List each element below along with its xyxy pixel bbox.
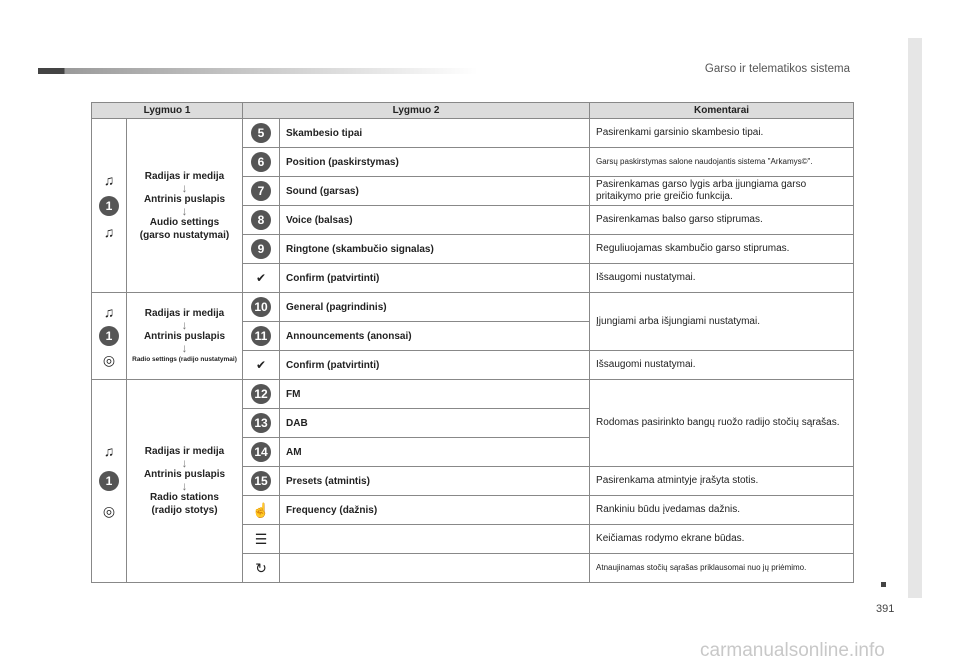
path-step-1: Radijas ir medija: [144, 446, 225, 457]
step-badge: 1: [99, 326, 119, 346]
step-badge: 12: [251, 384, 271, 404]
path-step-2: Antrinis puslapis: [143, 330, 226, 342]
down-arrow-icon: ↓: [181, 479, 188, 493]
setting-comment: Rodomas pasirinkto bangų ruožo radijo stočių sąrašas.: [590, 380, 854, 467]
path-step-3: Audio settings (garso nustatymai): [139, 216, 230, 241]
step-badge: 1: [99, 471, 119, 491]
down-arrow-icon: ↓: [181, 340, 188, 355]
table-row: [92, 119, 854, 148]
list-icon: ☰: [254, 531, 268, 547]
page-marker: [881, 582, 886, 587]
step-badge: 13: [251, 413, 271, 433]
path-step-1: Radijas ir medija: [144, 307, 225, 319]
step-badge: 14: [251, 442, 271, 462]
hand-icon: ☝: [252, 502, 270, 518]
step-badge: 6: [251, 152, 271, 172]
down-arrow-icon: ↓: [181, 180, 188, 195]
path-step-1: Radijas ir medija: [144, 170, 225, 182]
checkmark-icon: ✔: [255, 358, 267, 372]
setting-name: Skambesio tipai: [280, 119, 590, 148]
setting-name: [280, 554, 590, 583]
music-note-icon: ♫: [103, 304, 115, 320]
music-settings-icon: ♫: [103, 223, 115, 240]
step-badge: 10: [251, 297, 271, 317]
step-badge: 1: [99, 196, 119, 216]
setting-comment: Pasirenkamas garso lygis arba įjungiama garso pritaikymo prie greičio funkcija.: [590, 177, 854, 206]
setting-name: Confirm (patvirtinti): [280, 351, 590, 380]
level1-path: [127, 380, 243, 583]
setting-comment: Rankiniu būdu įvedamas dažnis.: [590, 496, 854, 525]
setting-name: Position (paskirstymas): [280, 148, 590, 177]
setting-name: Voice (balsas): [280, 206, 590, 235]
path-step-2: Antrinis puslapis: [143, 469, 226, 480]
step-badge: 7: [251, 181, 271, 201]
path-step-3: Radio stations (radijo stotys): [150, 492, 219, 516]
step-badge: 11: [251, 326, 271, 346]
path-step-2: Antrinis puslapis: [143, 193, 226, 205]
setting-name: Announcements (anonsai): [280, 322, 590, 351]
col-header-level2: Lygmuo 2: [243, 103, 590, 119]
page-number: 391: [876, 603, 895, 615]
level1-icons: [92, 119, 127, 293]
setting-name: Presets (atmintis): [280, 467, 590, 496]
setting-comment: Įjungiami arba išjungiami nustatymai.: [590, 293, 854, 351]
table-header-row: [92, 103, 854, 119]
setting-comment: Išsaugomi nustatymai.: [590, 264, 854, 293]
page-header-title: Garso ir telematikos sistema: [704, 63, 850, 75]
music-note-icon: ♫: [103, 171, 115, 188]
level1-icons: [92, 380, 127, 583]
radio-signal-icon: ◎: [102, 503, 116, 519]
setting-name: General (pagrindinis): [280, 293, 590, 322]
level1-icons: [92, 293, 127, 380]
setting-comment: Keičiamas rodymo ekrane būdas.: [590, 525, 854, 554]
path-step-3: Radio settings (radijo nustatymai): [132, 355, 237, 363]
radio-signal-icon: ◎: [102, 352, 116, 368]
header-bar: [38, 68, 478, 74]
setting-comment: Reguliuojamas skambučio garso stiprumas.: [590, 235, 854, 264]
setting-name: AM: [280, 438, 590, 467]
setting-name: Sound (garsas): [280, 177, 590, 206]
watermark: carmanualsonline.info: [700, 640, 885, 661]
step-badge: 8: [251, 210, 271, 230]
checkmark-icon: ✔: [255, 271, 267, 285]
setting-comment: Atnaujinamas stočių sąrašas priklausomai nuo jų priėmimo.: [590, 554, 854, 583]
setting-comment: Pasirenkama atmintyje įrašyta stotis.: [590, 467, 854, 496]
settings-table: [91, 102, 854, 583]
down-arrow-icon: ↓: [181, 456, 188, 470]
level1-path: [127, 119, 243, 293]
col-header-comments: Komentarai: [590, 103, 854, 119]
level1-path: [127, 293, 243, 380]
music-note-icon: ♫: [103, 443, 115, 459]
step-badge: 15: [251, 471, 271, 491]
refresh-icon: ↻: [255, 560, 267, 576]
setting-name: FM: [280, 380, 590, 409]
setting-name: Frequency (dažnis): [280, 496, 590, 525]
down-arrow-icon: ↓: [181, 203, 188, 218]
setting-name: Confirm (patvirtinti): [280, 264, 590, 293]
table-row: [92, 380, 854, 409]
setting-comment: Išsaugomi nustatymai.: [590, 351, 854, 380]
down-arrow-icon: ↓: [181, 317, 188, 332]
setting-name: Ringtone (skambučio signalas): [280, 235, 590, 264]
setting-comment: Pasirenkamas balso garso stiprumas.: [590, 206, 854, 235]
setting-comment: Pasirenkami garsinio skambesio tipai.: [590, 119, 854, 148]
step-badge: 5: [251, 123, 271, 143]
setting-name: [280, 525, 590, 554]
setting-comment: Garsų paskirstymas salone naudojantis sistema "Arkamys©".: [590, 148, 854, 177]
side-strip: [908, 38, 922, 598]
table-row: [92, 293, 854, 322]
step-badge: 9: [251, 239, 271, 259]
col-header-level1: Lygmuo 1: [92, 103, 243, 119]
setting-name: DAB: [280, 409, 590, 438]
